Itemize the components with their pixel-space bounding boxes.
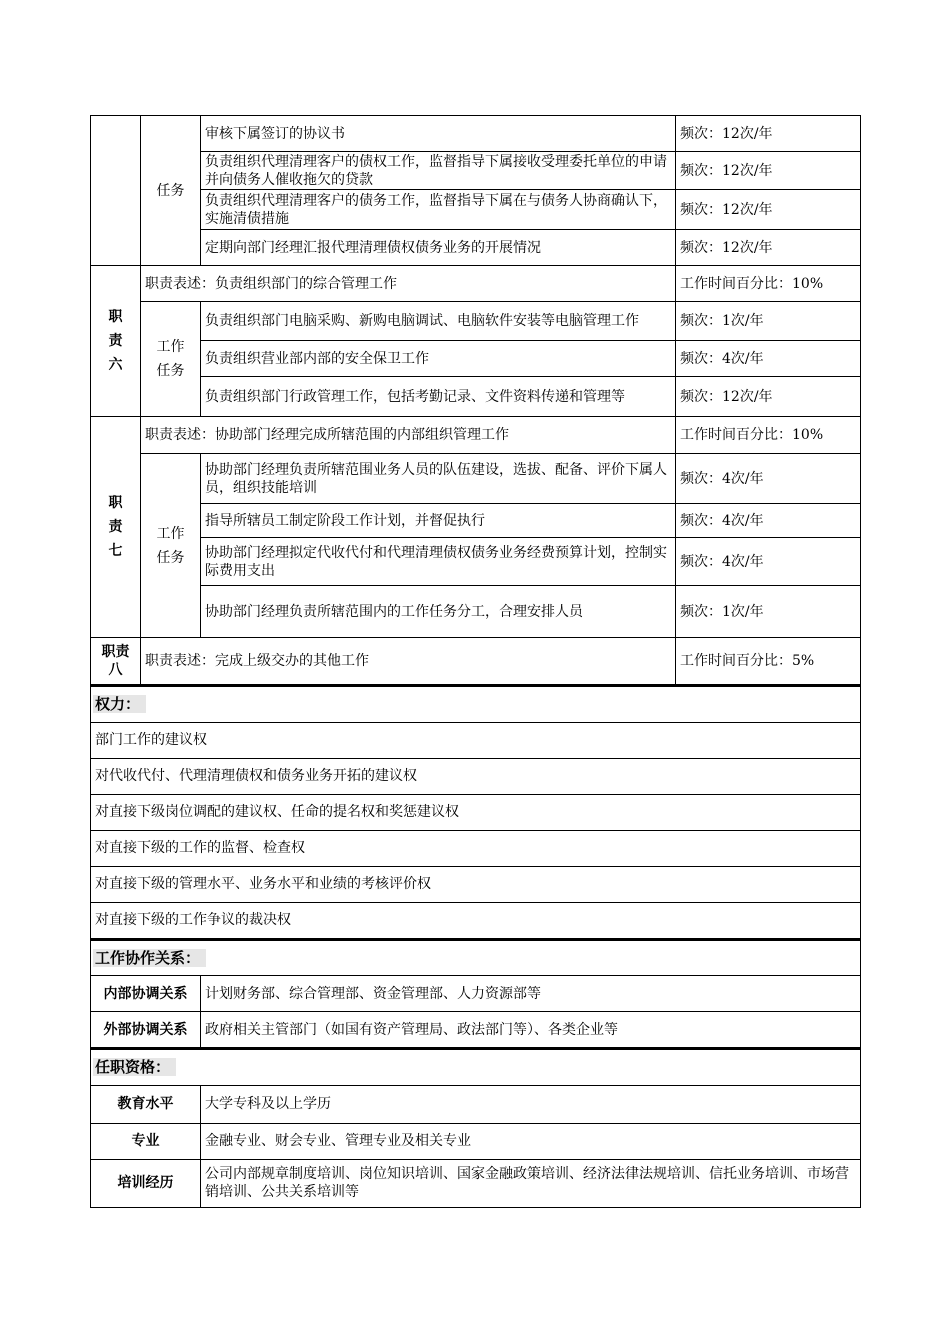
duty6-task-1-freq: 频次：1次/年 <box>676 302 861 341</box>
duty7-label: 职 责 七 <box>91 417 141 638</box>
duty6-desc-row <box>91 266 861 302</box>
authority-item: 部门工作的建议权 <box>91 722 861 758</box>
external-coordination-label: 外部协调关系 <box>91 1012 201 1048</box>
authority-table <box>90 685 861 939</box>
duty6-task-1: 负责组织部门电脑采购、新购电脑调试、电脑软件安装等电脑管理工作 <box>201 302 676 341</box>
authority-heading-row <box>91 686 861 722</box>
duty6-description: 职责表述：负责组织部门的综合管理工作 <box>141 266 676 302</box>
duty5-task-1-freq: 频次：12次/年 <box>676 116 861 152</box>
education-value: 大学专科及以上学历 <box>201 1085 861 1123</box>
training-label: 培训经历 <box>91 1159 201 1207</box>
training-row <box>91 1159 861 1207</box>
authority-heading: 权力： <box>91 686 861 722</box>
major-row <box>91 1123 861 1159</box>
internal-coordination-label: 内部协调关系 <box>91 976 201 1012</box>
duty7-desc-row <box>91 417 861 454</box>
education-label: 教育水平 <box>91 1085 201 1123</box>
duty6-sub-label: 工作 任务 <box>141 302 201 417</box>
duty7-task-3-freq: 频次：4次/年 <box>676 538 861 586</box>
duty6-label: 职 责 六 <box>91 266 141 417</box>
duty6-task-3: 负责组织部门行政管理工作，包括考勤记录、文件资料传递和管理等 <box>201 377 676 417</box>
major-label: 专业 <box>91 1123 201 1159</box>
authority-item: 对直接下级岗位调配的建议权、任命的提名权和奖惩建议权 <box>91 794 861 830</box>
duty6-task-row <box>91 302 861 341</box>
duty7-task-4: 协助部门经理负责所辖范围内的工作任务分工，合理安排人员 <box>201 586 676 638</box>
authority-item: 对直接下级的管理水平、业务水平和业绩的考核评价权 <box>91 866 861 902</box>
duty7-task-row <box>91 504 861 538</box>
authority-item: 对代收代付、代理清理债权和债务业务开拓的建议权 <box>91 758 861 794</box>
duty5-task-1: 审核下属签订的协议书 <box>201 116 676 152</box>
cooperation-heading: 工作协作关系： <box>91 940 861 976</box>
duty8-label: 职责 八 <box>91 638 141 685</box>
duty7-task-row <box>91 454 861 504</box>
duty5-task-row <box>91 152 861 190</box>
duty5-sub-label: 任务 <box>141 116 201 266</box>
duty7-task-4-freq: 频次：1次/年 <box>676 586 861 638</box>
duty6-task-row <box>91 377 861 417</box>
duty7-task-row <box>91 538 861 586</box>
duty5-task-row <box>91 230 861 266</box>
duty7-sub-label: 工作 任务 <box>141 454 201 638</box>
duty7-task-row <box>91 586 861 638</box>
education-row <box>91 1085 861 1123</box>
duty8-percent: 工作时间百分比：5% <box>676 638 861 685</box>
internal-coordination-value: 计划财务部、综合管理部、资金管理部、人力资源部等 <box>201 976 861 1012</box>
internal-coordination-row <box>91 976 861 1012</box>
external-coordination-row <box>91 1012 861 1048</box>
cooperation-table <box>90 939 861 1049</box>
duty7-task-3: 协助部门经理拟定代收代付和代理清理债权债务业务经费预算计划，控制实际费用支出 <box>201 538 676 586</box>
duty5-task-3: 负责组织代理清理客户的债务工作，监督指导下属在与债务人协商确认下，实施清债措施 <box>201 190 676 230</box>
qualification-heading: 任职资格： <box>91 1049 861 1085</box>
duty7-description: 职责表述：协助部门经理完成所辖范围的内部组织管理工作 <box>141 417 676 454</box>
duty5-task-2: 负责组织代理清理客户的债权工作，监督指导下属接收受理委托单位的申请并向债务人催收拖欠的贷款 <box>201 152 676 190</box>
authority-item: 对直接下级的工作争议的裁决权 <box>91 902 861 938</box>
duty5-task-row <box>91 116 861 152</box>
major-value: 金融专业、财会专业、管理专业及相关专业 <box>201 1123 861 1159</box>
duty6-task-row <box>91 341 861 377</box>
authority-item: 对直接下级的工作的监督、检查权 <box>91 830 861 866</box>
external-coordination-value: 政府相关主管部门（如国有资产管理局、政法部门等）、各类企业等 <box>201 1012 861 1048</box>
duty7-task-1-freq: 频次：4次/年 <box>676 454 861 504</box>
duty5-task-2-freq: 频次：12次/年 <box>676 152 861 190</box>
qualification-heading-row <box>91 1049 861 1085</box>
duty8-description: 职责表述：完成上级交办的其他工作 <box>141 638 676 685</box>
job-description-page <box>90 115 860 1208</box>
cooperation-heading-row <box>91 940 861 976</box>
duties-table <box>90 115 861 685</box>
duty6-task-2-freq: 频次：4次/年 <box>676 341 861 377</box>
qualification-table <box>90 1048 861 1208</box>
duty5-task-4-freq: 频次：12次/年 <box>676 230 861 266</box>
duty5-task-4: 定期向部门经理汇报代理清理债权债务业务的开展情况 <box>201 230 676 266</box>
duty7-task-1: 协助部门经理负责所辖范围业务人员的队伍建设，选拔、配备、评价下属人员，组织技能培训 <box>201 454 676 504</box>
duty6-task-3-freq: 频次：12次/年 <box>676 377 861 417</box>
training-value: 公司内部规章制度培训、岗位知识培训、国家金融政策培训、经济法律法规培训、信托业务培训、市场营销培训、公共关系培训等 <box>201 1159 861 1207</box>
duty5-task-3-freq: 频次：12次/年 <box>676 190 861 230</box>
duty7-task-2: 指导所辖员工制定阶段工作计划，并督促执行 <box>201 504 676 538</box>
duty6-task-2: 负责组织营业部内部的安全保卫工作 <box>201 341 676 377</box>
duty8-row <box>91 638 861 685</box>
duty6-percent: 工作时间百分比：10% <box>676 266 861 302</box>
duty7-task-2-freq: 频次：4次/年 <box>676 504 861 538</box>
duty5-task-row <box>91 190 861 230</box>
duty7-percent: 工作时间百分比：10% <box>676 417 861 454</box>
duty5-label-cell <box>91 116 141 266</box>
